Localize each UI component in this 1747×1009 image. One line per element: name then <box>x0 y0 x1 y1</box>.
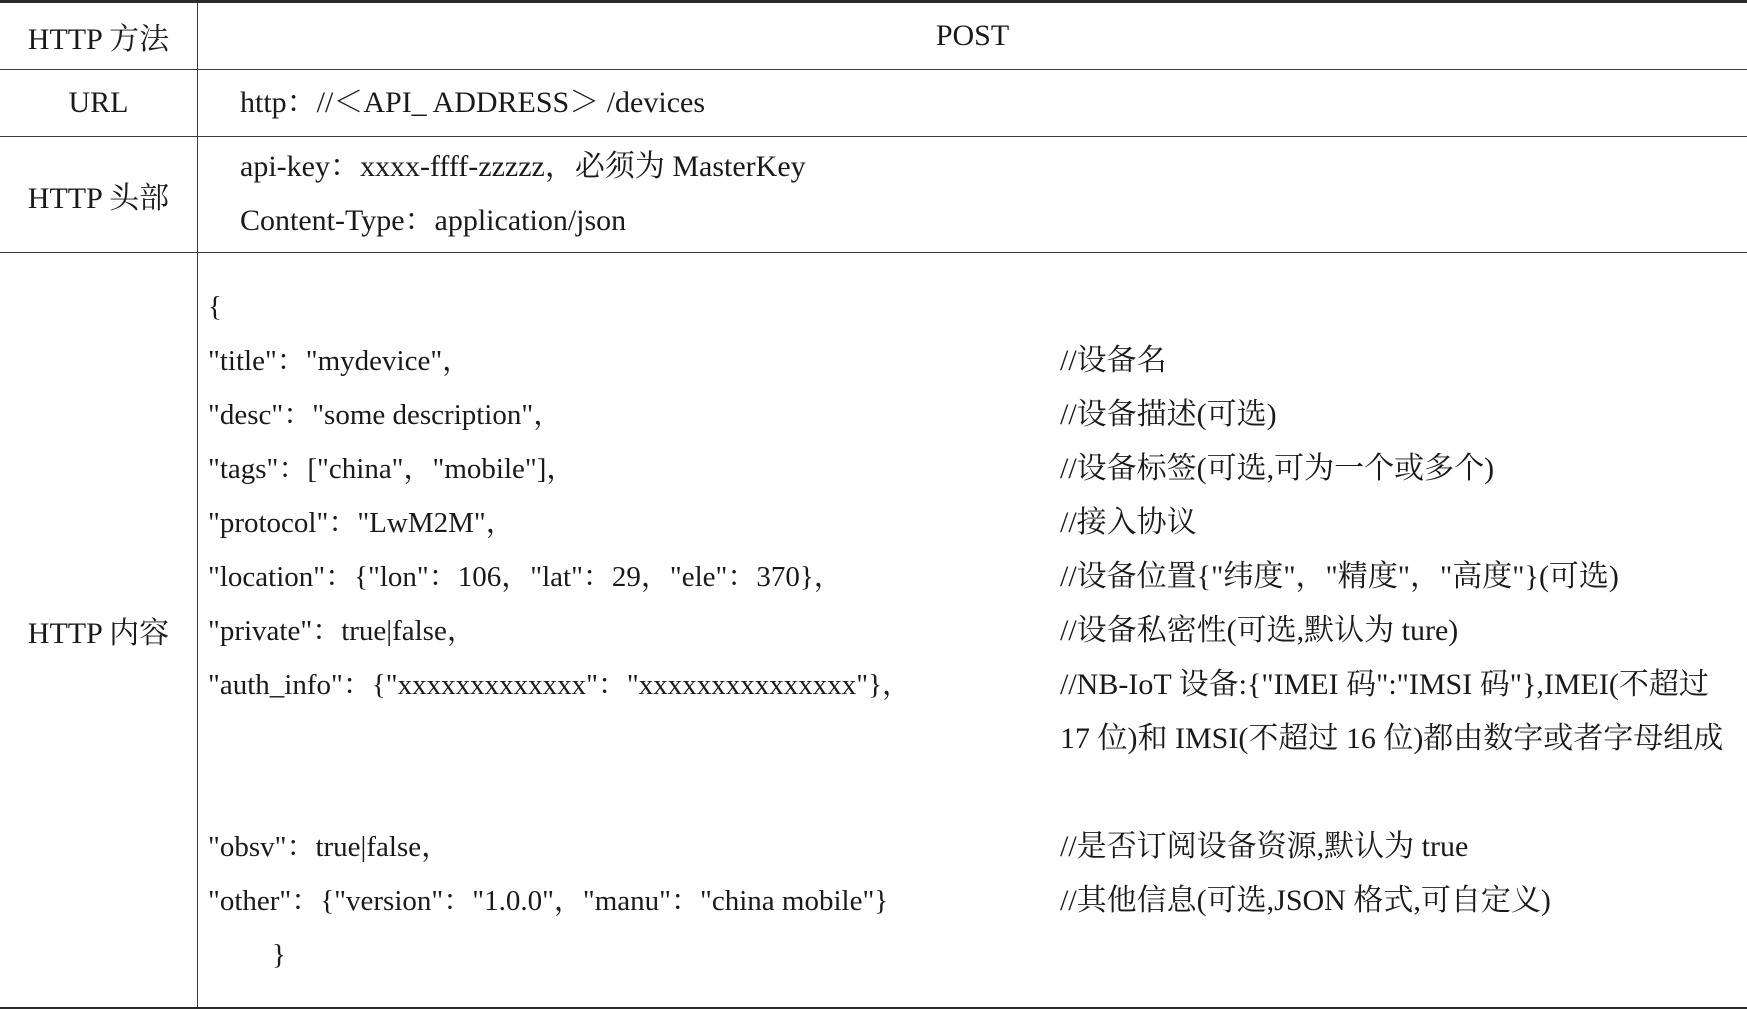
body-comment-line: //NB-IoT 设备:{"IMEI 码":"IMSI 码"},IMEI(不超过 17 位)和 IMSI(不超过 16 位)都由数字或者字母组成 <box>1060 668 1724 755</box>
body-code-line: "title"："mydevice"， <box>208 345 472 377</box>
body-code-line: "private"：true|false， <box>208 615 476 647</box>
row-url <box>0 70 1747 137</box>
body-comment-line: //其他信息(可选,JSON 格式,可自定义) <box>1060 884 1551 917</box>
body-code-line: "location"：{"lon"：106，"lat"：29，"ele"：370}， <box>208 561 843 593</box>
body-comment-line: //是否订阅设备资源,默认为 true <box>1060 830 1469 863</box>
url-cell <box>198 70 1747 136</box>
body-comment-line: //设备描述(可选) <box>1060 398 1277 431</box>
body-close-brace: } <box>272 939 286 971</box>
method-value: POST <box>935 19 1010 52</box>
header-content-type: Content-Type：application/json <box>240 204 627 237</box>
body-code-line: "auth_info"：{"xxxxxxxxxxxxx"："xxxxxxxxxxxxxxx"}， <box>208 669 912 701</box>
body-comment-line: //设备名 <box>1060 344 1167 377</box>
url-label: URL <box>0 70 198 136</box>
row-http-headers <box>0 137 1747 253</box>
row-http-body <box>0 253 1747 1007</box>
body-code-line: "protocol"："LwM2M"， <box>208 507 515 539</box>
body-cell <box>0 253 1747 1007</box>
headers-cell <box>198 137 1747 252</box>
body-label: HTTP 内容 <box>0 253 198 1007</box>
body-code-line: "obsv"：true|false， <box>208 831 451 863</box>
body-code-line: "tags"：["china"，"mobile"]， <box>208 453 576 485</box>
body-code-line: "desc"："some description"， <box>208 399 563 431</box>
headers-label: HTTP 头部 <box>0 137 198 252</box>
body-comment-line: //设备私密性(可选,默认为 ture) <box>1060 614 1459 647</box>
row-http-method <box>0 3 1747 70</box>
body-open-brace: { <box>208 291 222 323</box>
body-comment-line: //接入协议 <box>1060 506 1197 539</box>
body-comment-line: //设备位置{"纬度"，"精度"，"高度"}(可选) <box>1060 560 1619 593</box>
method-label: HTTP 方法 <box>0 3 198 69</box>
header-api-key: api-key：xxxx-ffff-zzzzz，必须为 MasterKey <box>240 150 806 183</box>
body-comment-line: //设备标签(可选,可为一个或多个) <box>1060 452 1495 485</box>
url-value: http：//＜API_ ADDRESS＞ /devices <box>240 86 706 119</box>
body-code-line: "other"：{"version"："1.0.0"，"manu"："china mobile"} <box>208 885 889 917</box>
